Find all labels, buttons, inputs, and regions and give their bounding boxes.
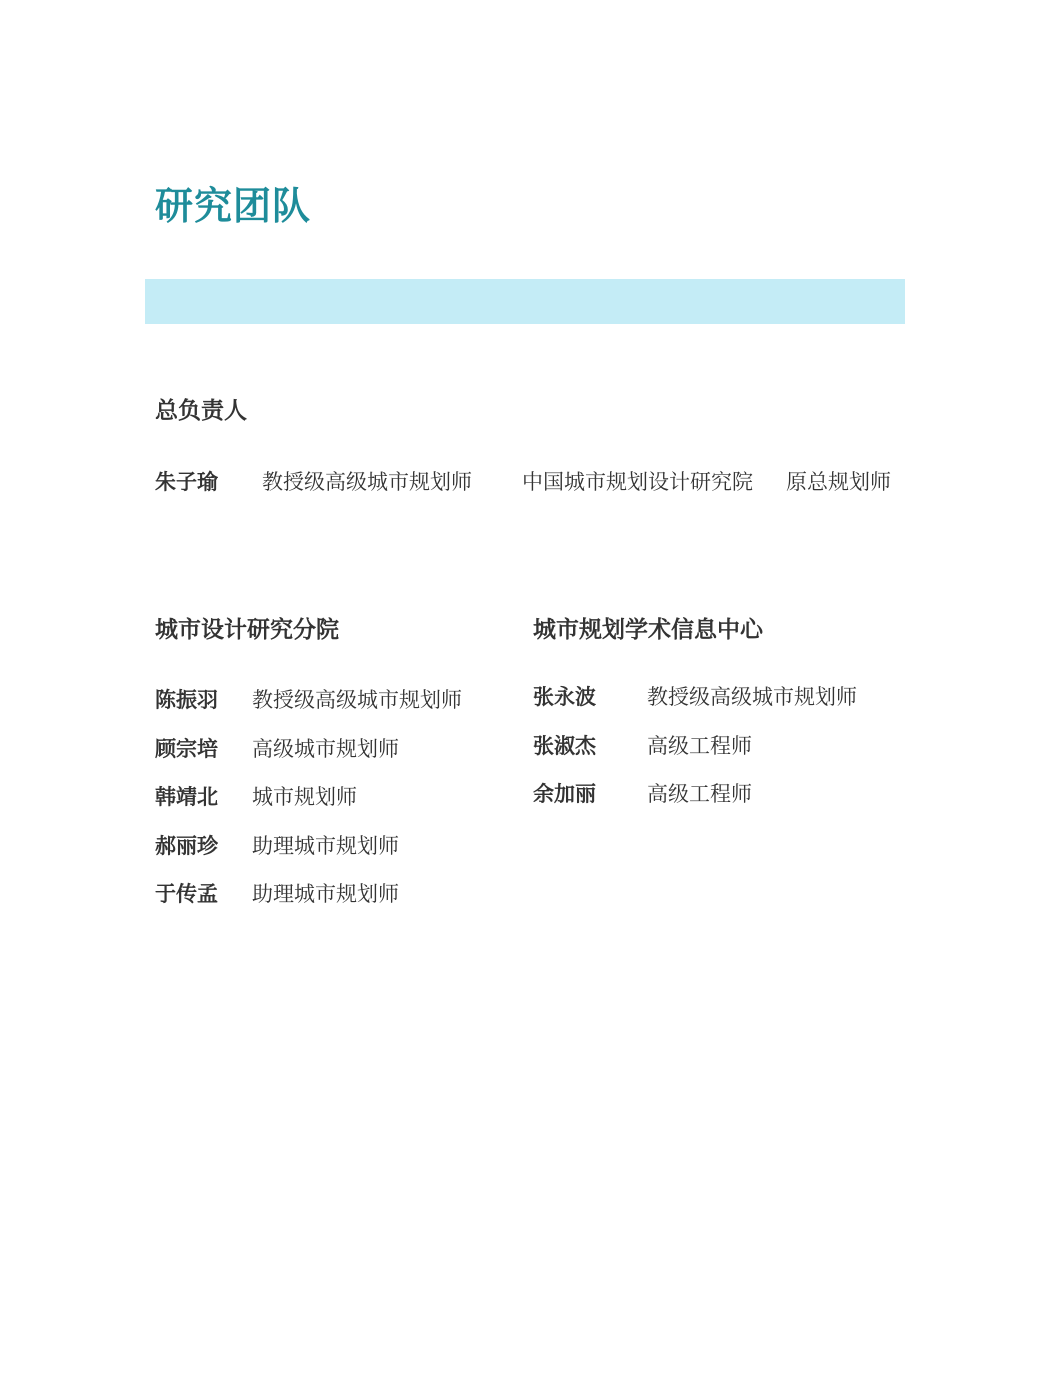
member-title: 教授级高级城市规划师	[647, 685, 857, 709]
header-banner	[145, 279, 905, 324]
urban-design-branch-heading: 城市设计研究分院	[155, 617, 339, 643]
leader-name: 朱子瑜	[155, 470, 218, 494]
list-item	[533, 778, 913, 827]
member-name: 于传孟	[155, 882, 218, 906]
leader-title: 教授级高级城市规划师	[262, 470, 472, 494]
list-item	[155, 733, 515, 782]
member-title: 高级工程师	[647, 782, 752, 806]
member-title: 高级城市规划师	[252, 736, 399, 761]
member-title: 助理城市规划师	[252, 833, 399, 858]
member-title: 城市规划师	[252, 785, 357, 809]
list-item	[533, 730, 913, 779]
leader-organization: 中国城市规划设计研究院	[522, 470, 753, 494]
list-item	[155, 781, 515, 830]
member-title: 高级工程师	[647, 733, 752, 758]
page-title: 研究团队	[155, 184, 312, 228]
member-name: 郝丽珍	[155, 833, 218, 858]
list-item	[155, 684, 515, 733]
info-center-heading: 城市规划学术信息中心	[533, 617, 763, 643]
urban-design-branch-members	[155, 684, 515, 927]
member-title: 教授级高级城市规划师	[252, 688, 462, 712]
member-name: 顾宗培	[155, 736, 218, 761]
member-name: 韩靖北	[155, 785, 218, 809]
member-title: 助理城市规划师	[252, 882, 399, 906]
member-name: 张淑杰	[533, 733, 596, 758]
list-item	[533, 681, 913, 730]
info-center-members	[533, 681, 913, 827]
leader-position: 原总规划师	[786, 470, 891, 494]
member-name: 张永波	[533, 685, 596, 709]
list-item	[155, 830, 515, 879]
leadership-heading: 总负责人	[155, 398, 247, 424]
list-item	[155, 878, 515, 927]
member-name: 余加丽	[533, 782, 596, 806]
member-name: 陈振羽	[155, 688, 218, 712]
leadership-row	[155, 466, 915, 498]
